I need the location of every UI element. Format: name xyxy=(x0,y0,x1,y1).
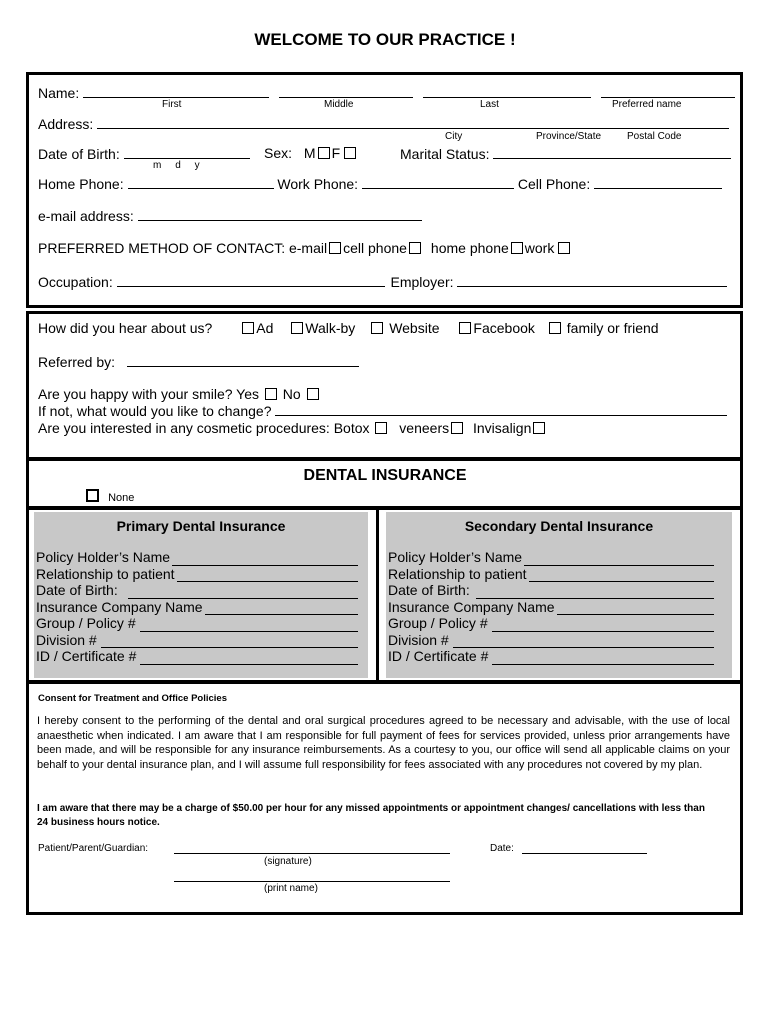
primary-field-row xyxy=(36,599,358,616)
secondary-field-label: ID / Certificate # xyxy=(388,648,489,664)
insurance-title: DENTAL INSURANCE xyxy=(303,467,467,484)
secondary-field-label: Insurance Company Name xyxy=(388,598,555,615)
hear-walkby-label: Walk-by xyxy=(305,320,356,336)
marital-input[interactable] xyxy=(493,145,731,159)
primary-id-input[interactable] xyxy=(140,652,358,665)
primary-dob-input[interactable] xyxy=(128,586,358,599)
dob-hint: m d y xyxy=(153,160,200,171)
middle-name-input[interactable] xyxy=(279,84,413,98)
change-row xyxy=(38,402,727,419)
work-phone-input[interactable] xyxy=(362,175,514,189)
province-caption: Province/State xyxy=(536,131,602,142)
secondary-field-label: Date of Birth: xyxy=(388,582,470,598)
dob-row xyxy=(38,145,250,162)
smile-no-label: No xyxy=(282,386,301,402)
primary-field-label: Policy Holder’s Name xyxy=(36,549,171,565)
secondary-relationship-input[interactable] xyxy=(529,569,714,582)
hear-website-label: Website xyxy=(389,320,440,336)
smile-yes-checkbox[interactable] xyxy=(265,388,277,400)
secondary-insurance-panel xyxy=(386,512,732,678)
primary-insurance-panel xyxy=(34,512,368,678)
dob-input[interactable] xyxy=(124,145,250,159)
consent-body: I hereby consent to the performing of the dental and oral surgical procedures agreed to be necessary and advisable, with the use of local anaesthetic when indicated. I am aware that I am responsible for full payment of fees for services provided, unless prior arrangements have been made, and will be responsible for any insurance reimbursements. As a courtesy to you, our office will send all applicable claims on your behalf to your dental insurance plan, and I will assume full responsibility for fees associated with any procedures not covered by my plan. xyxy=(37,715,730,771)
primary-field-label: Division # xyxy=(36,631,97,648)
none-row xyxy=(86,489,134,504)
consent-notice: I am aware that there may be a charge of $50.00 per hour for any missed appointments or appointment changes/ cancellations with less than 24 business hours notice. xyxy=(37,803,705,828)
print-name-caption: (print name) xyxy=(264,883,318,894)
contact-cell-checkbox[interactable] xyxy=(409,242,421,254)
change-input[interactable] xyxy=(275,402,727,416)
contact-email-checkbox[interactable] xyxy=(329,242,341,254)
date-label: Date: xyxy=(490,843,514,854)
city-caption: City xyxy=(445,131,463,142)
secondary-id-input[interactable] xyxy=(492,652,714,665)
secondary-insurance-title: Secondary Dental Insurance xyxy=(464,518,654,534)
secondary-dob-input[interactable] xyxy=(476,586,714,599)
primary-company-input[interactable] xyxy=(205,602,358,615)
cosmetic-botox-checkbox[interactable] xyxy=(375,422,387,434)
primary-field-row xyxy=(36,566,358,583)
secondary-field-row xyxy=(388,615,714,632)
secondary-field-row xyxy=(388,599,714,616)
marital-label: Marital Status: xyxy=(400,146,490,162)
primary-field-row xyxy=(36,582,358,599)
primary-field-label: Date of Birth: xyxy=(36,582,118,598)
hear-row xyxy=(38,320,659,336)
primary-field-label: Relationship to patient xyxy=(36,565,175,582)
contact-cell-label: cell phone xyxy=(343,240,407,256)
cosmetic-label: Are you interested in any cosmetic procedures: Botox xyxy=(38,420,370,436)
guardian-label: Patient/Parent/Guardian: xyxy=(38,843,149,854)
primary-insurance-title: Primary Dental Insurance xyxy=(116,518,286,534)
cosmetic-row xyxy=(38,420,547,436)
name-label: Name: xyxy=(38,85,80,101)
first-name-input[interactable] xyxy=(83,84,269,98)
secondary-insurance-fields xyxy=(388,549,714,665)
primary-field-row xyxy=(36,648,358,665)
secondary-field-label: Division # xyxy=(388,631,449,648)
contact-label: PREFERRED METHOD OF CONTACT: e-mail xyxy=(38,240,328,256)
referred-label: Referred by: xyxy=(38,354,116,370)
last-name-input[interactable] xyxy=(423,84,591,98)
employer-label: Employer: xyxy=(390,274,454,290)
secondary-field-row xyxy=(388,632,714,649)
secondary-holder-input[interactable] xyxy=(524,553,714,566)
smile-label: Are you happy with your smile? Yes xyxy=(38,386,260,402)
cosmetic-veneers-label: veneers xyxy=(399,420,450,436)
sex-label: Sex: xyxy=(264,145,293,161)
middle-caption: Middle xyxy=(324,99,354,110)
hear-walkby-checkbox[interactable] xyxy=(291,322,303,334)
marital-row xyxy=(400,145,731,162)
primary-insurance-fields xyxy=(36,549,358,665)
hear-website-checkbox[interactable] xyxy=(371,322,383,334)
consent-title: Consent for Treatment and Office Policies xyxy=(38,693,227,704)
hear-facebook-checkbox[interactable] xyxy=(459,322,471,334)
primary-field-row xyxy=(36,549,358,566)
email-input[interactable] xyxy=(138,207,422,221)
change-label: If not, what would you like to change? xyxy=(38,403,272,419)
secondary-division-input[interactable] xyxy=(453,635,714,648)
employer-input[interactable] xyxy=(457,273,727,287)
primary-holder-input[interactable] xyxy=(172,553,358,566)
hear-ad-checkbox[interactable] xyxy=(242,322,254,334)
cosmetic-invisalign-checkbox[interactable] xyxy=(533,422,545,434)
secondary-field-row xyxy=(388,549,714,566)
hear-ad-label: Ad xyxy=(256,320,274,336)
primary-field-label: Insurance Company Name xyxy=(36,598,203,615)
address-input[interactable] xyxy=(97,115,729,129)
home-phone-input[interactable] xyxy=(128,175,274,189)
cell-phone-label: Cell Phone: xyxy=(517,176,591,192)
secondary-field-label: Relationship to patient xyxy=(388,565,527,582)
signature-input[interactable] xyxy=(174,840,450,854)
primary-relationship-input[interactable] xyxy=(177,569,358,582)
referred-row xyxy=(38,353,359,370)
primary-field-label: Group / Policy # xyxy=(36,615,136,631)
email-label: e-mail address: xyxy=(38,208,134,224)
smile-row xyxy=(38,386,321,402)
address-label: Address: xyxy=(38,116,94,132)
primary-field-row xyxy=(36,632,358,649)
secondary-field-label: Group / Policy # xyxy=(388,615,488,631)
phone-row xyxy=(38,175,722,192)
secondary-company-input[interactable] xyxy=(557,602,714,615)
secondary-field-label: Policy Holder’s Name xyxy=(388,549,523,565)
sex-m-label: M xyxy=(303,145,316,161)
insurance-divider xyxy=(376,507,379,683)
primary-division-input[interactable] xyxy=(101,635,358,648)
secondary-group-input[interactable] xyxy=(492,619,714,632)
sex-f-label: F xyxy=(331,145,341,161)
insurance-none-checkbox[interactable] xyxy=(86,489,99,502)
signature-caption: (signature) xyxy=(264,856,312,867)
hear-family-checkbox[interactable] xyxy=(549,322,561,334)
referred-input[interactable] xyxy=(127,353,359,367)
sex-row xyxy=(264,145,358,161)
preferred-name-input[interactable] xyxy=(601,84,735,98)
date-input[interactable] xyxy=(522,840,647,854)
contact-work-checkbox[interactable] xyxy=(558,242,570,254)
cosmetic-veneers-checkbox[interactable] xyxy=(451,422,463,434)
home-phone-label: Home Phone: xyxy=(38,176,124,192)
email-row xyxy=(38,207,422,224)
hear-facebook-label: Facebook xyxy=(473,320,535,336)
page-title: WELCOME TO OUR PRACTICE ! xyxy=(254,30,516,49)
first-caption: First xyxy=(162,99,182,110)
contact-home-label: home phone xyxy=(430,240,509,256)
contact-work-label: work xyxy=(524,240,555,256)
print-name-input[interactable] xyxy=(174,868,450,882)
last-caption: Last xyxy=(480,99,499,110)
preferred-caption: Preferred name xyxy=(612,99,682,110)
contact-row xyxy=(38,240,572,256)
hear-label: How did you hear about us? xyxy=(38,320,213,336)
cell-phone-input[interactable] xyxy=(594,175,722,189)
hear-family-label: family or friend xyxy=(566,320,659,336)
smile-no-checkbox[interactable] xyxy=(307,388,319,400)
sex-m-checkbox[interactable] xyxy=(318,147,330,159)
occupation-input[interactable] xyxy=(117,273,385,287)
secondary-field-row xyxy=(388,648,714,665)
postal-caption: Postal Code xyxy=(627,131,682,142)
occupation-label: Occupation: xyxy=(38,274,113,290)
address-row xyxy=(38,115,729,132)
sex-f-checkbox[interactable] xyxy=(344,147,356,159)
primary-group-input[interactable] xyxy=(140,619,358,632)
secondary-field-row xyxy=(388,582,714,599)
contact-home-checkbox[interactable] xyxy=(511,242,523,254)
primary-field-row xyxy=(36,615,358,632)
insurance-none-label: None xyxy=(108,492,135,504)
dob-label: Date of Birth: xyxy=(38,146,120,162)
cosmetic-invisalign-label: Invisalign xyxy=(473,420,532,436)
work-phone-label: Work Phone: xyxy=(277,176,359,192)
secondary-field-row xyxy=(388,566,714,583)
primary-field-label: ID / Certificate # xyxy=(36,648,137,664)
occupation-row xyxy=(38,273,727,290)
